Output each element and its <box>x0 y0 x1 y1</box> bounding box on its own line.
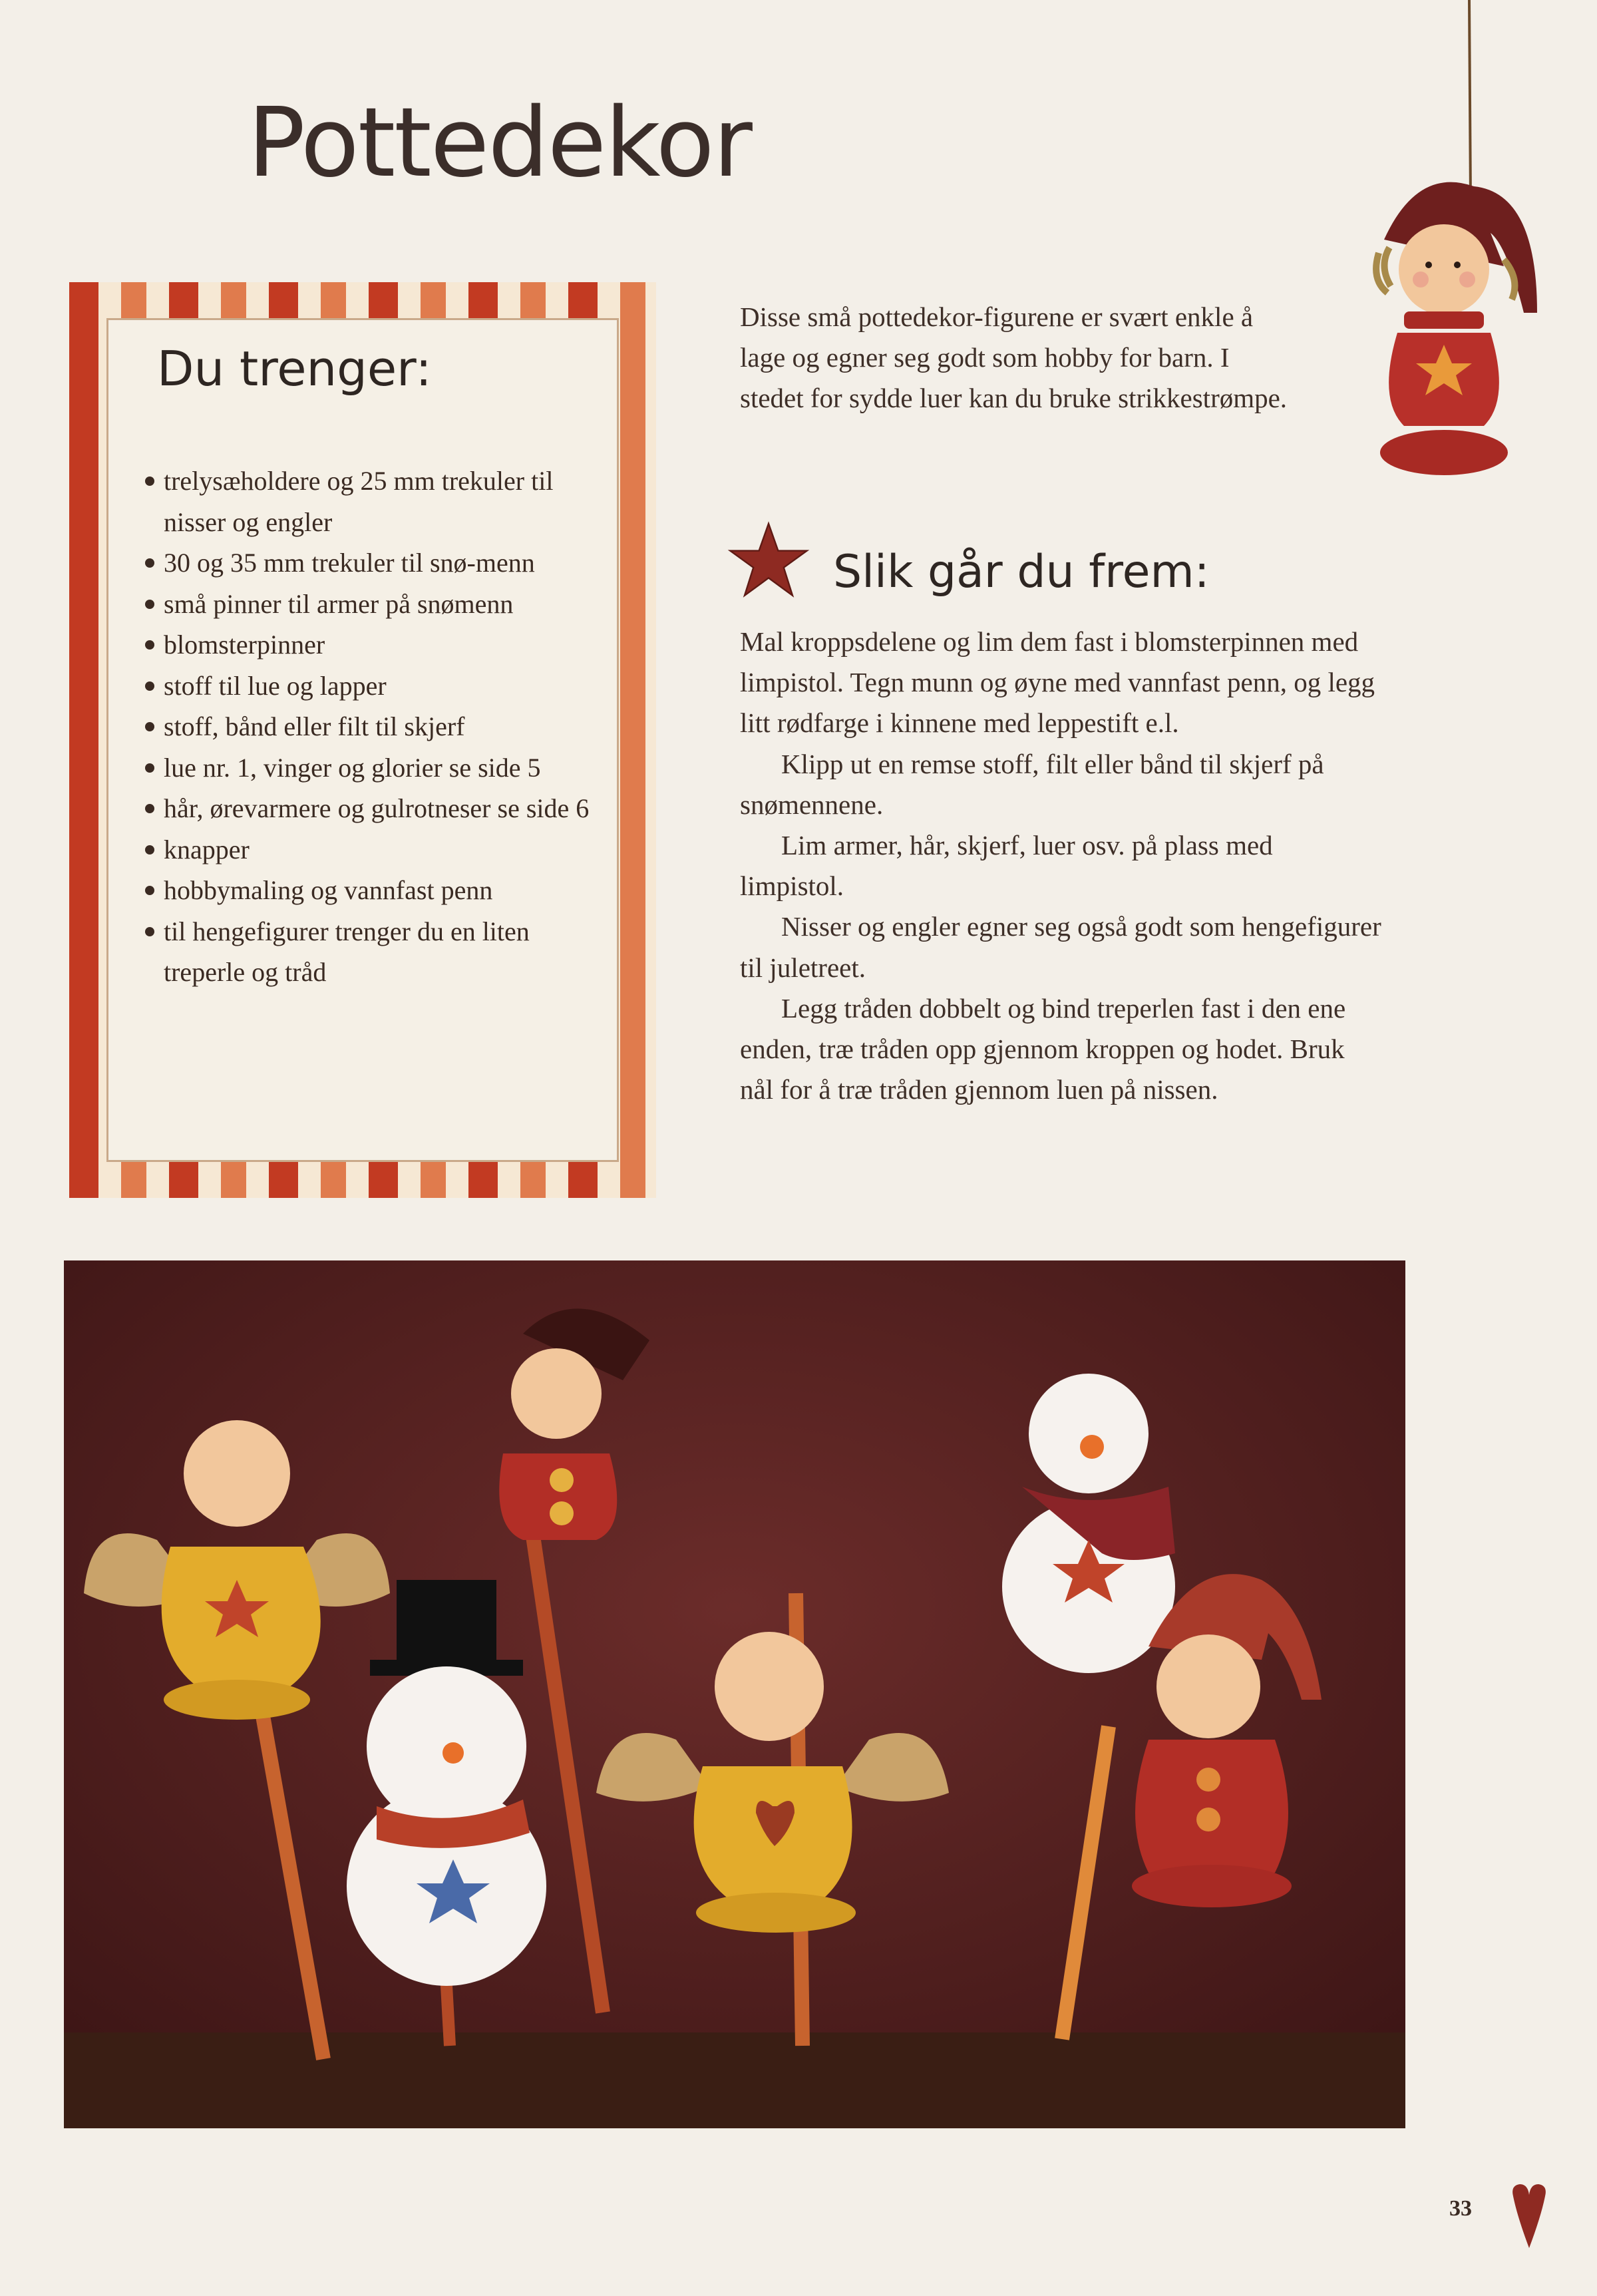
list-item: hår, ørevarmere og gulrotneser se side 6 <box>144 788 596 829</box>
list-item: lue nr. 1, vinger og glorier se side 5 <box>144 747 596 789</box>
heart-icon <box>1510 2183 1548 2249</box>
list-item: hobbymaling og vannfast penn <box>144 870 596 911</box>
list-item: 30 og 35 mm trekuler til snø-menn <box>144 542 596 584</box>
instruction-paragraph: Klipp ut en remse stoff, filt eller bånd til skjerf på snømennene. <box>740 748 1324 820</box>
instruction-paragraph: Mal kroppsdelene og lim dem fast i blomsterpinnen med limpistol. Tegn munn og øyne med vannfast penn, og legg litt rødfarge i kinnene med leppestift e.l. <box>740 626 1375 739</box>
page-title: Pottedekor <box>248 87 751 198</box>
instruction-paragraph: Nisser og engler egner seg også godt som hengefigurer til juletreet. <box>740 911 1381 983</box>
materials-heading: Du trenger: <box>157 341 432 397</box>
star-icon <box>727 520 810 600</box>
hanging-ornament-photo <box>1337 0 1557 492</box>
page-number: 33 <box>1449 2196 1472 2221</box>
list-item: trelysæholdere og 25 mm trekuler til nisser og engler <box>144 461 596 542</box>
intro-paragraph: Disse små pottedekor-figurene er svært enkle å lage og egner seg godt som hobby for barn. I stedet for sydde luer kan du bruke strikkestrømpe. <box>740 301 1288 413</box>
list-item: knapper <box>144 829 596 870</box>
list-item: små pinner til armer på snømenn <box>144 584 596 625</box>
instruction-paragraph: Legg tråden dobbelt og bind treperlen fast i den ene enden, træ tråden opp gjennom kroppen og hodet. Bruk nål for å træ tråden gjennom luen på nissen. <box>740 992 1346 1105</box>
instructions-body <box>740 622 1383 1110</box>
list-item: stoff, bånd eller filt til skjerf <box>144 706 596 747</box>
materials-list <box>144 461 596 993</box>
figures-photo <box>64 1260 1405 2128</box>
materials-box <box>69 282 656 1198</box>
list-item: til hengefigurer trenger du en liten treperle og tråd <box>144 911 596 993</box>
list-item: blomsterpinner <box>144 624 596 666</box>
instruction-paragraph: Lim armer, hår, skjerf, luer osv. på plass med limpistol. <box>740 830 1273 902</box>
instructions-heading: Slik går du frem: <box>833 546 1210 598</box>
list-item: stoff til lue og lapper <box>144 666 596 707</box>
